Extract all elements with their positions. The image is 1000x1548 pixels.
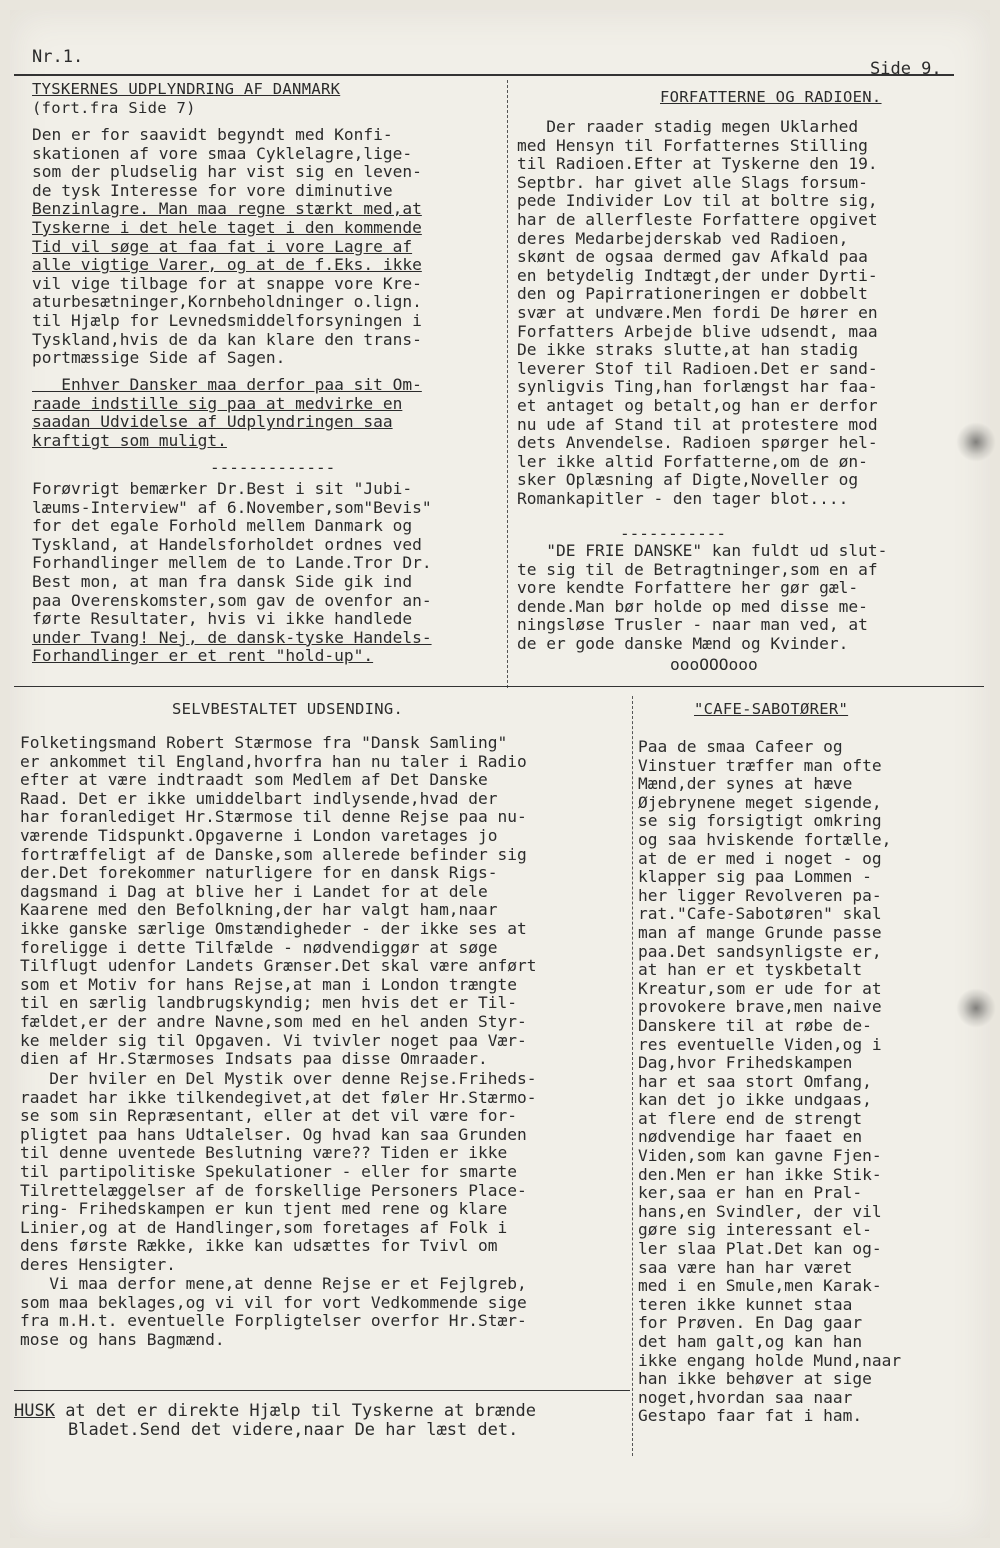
text-line: er ankommet til England,hvorfra han nu taler i Radio (20, 751, 527, 771)
cafe-title: "CAFE-SABOTØRER" (694, 700, 849, 718)
text-line: Kreatur,som er ude for at (638, 978, 882, 998)
radio-separator: ----------- (620, 524, 726, 543)
text-line: med Hensyn til Forfatternes Stilling (517, 135, 868, 155)
bottom-column-divider (632, 696, 633, 1456)
text-line: Romankapitler - den tager blot.... (517, 488, 849, 508)
text-line: til en særlig landbrugskyndig; men hvis det er Til- (20, 993, 518, 1013)
text-line: Folketingsmand Robert Stærmose fra "Dansk Samling" (20, 733, 508, 752)
text-line: noget,hvordan saa naar (638, 1387, 853, 1407)
text-line: Best mon, at man fra dansk Side gik ind (32, 571, 413, 591)
text-line: fældet,er der andre Navne,som med en hel anden Styr- (20, 1011, 527, 1031)
radio-title: FORFATTERNE OG RADIOEN. (660, 88, 882, 106)
text-line: dens første Række, ikke kan udsættes for Tvivl om (20, 1236, 498, 1256)
text-line: hans,en Svindler, der vil (638, 1201, 882, 1221)
text-line: der.Det forekommer naturligere for en dansk Rigs- (20, 863, 498, 883)
text-line: Paa de smaa Cafeer og (638, 737, 843, 756)
text-line: den.Men er han ikke Stik- (638, 1164, 882, 1184)
text-line: dets Anvendelse. Radioen spørger hel- (517, 433, 878, 453)
text-line: saa være han har været (638, 1257, 853, 1277)
text-line: Tyskland, at Handelsforholdet ordnes ved (32, 534, 422, 554)
plunder-para3 (32, 480, 432, 666)
text-line: Linier,og at de Handlinger,som foretages af Folk i (20, 1217, 508, 1237)
text-line: Vinstuer træffer man ofte (638, 755, 882, 775)
text-line: gøre sig interessant el- (638, 1220, 872, 1240)
text-line: alle vigtige Varer, og at de f.Eks. ikke (32, 255, 422, 275)
text-line: dagsmand i Dag at blive her i Landet for at dele (20, 881, 488, 901)
text-line: svær at undvære.Men fordi De hører en (517, 302, 878, 322)
newspaper-page (10, 10, 990, 1538)
text-line: under Tvang! Nej, de dansk-tyske Handels- (32, 627, 432, 647)
text-line: som maa beklages,og vi vil for vort Vedkommende sige (20, 1292, 527, 1312)
text-line: raade indstille sig paa at medvirke en (32, 393, 403, 413)
page-number: Side 9. (870, 59, 942, 79)
text-line: paa Overenskomster,som gav de ovenfor an- (32, 590, 432, 610)
text-line: værende Tidspunkt.Opgaverne i London varetages jo (20, 825, 498, 845)
self-para1 (20, 734, 537, 1069)
text-line: Forhandlinger mellem de to Lande.Tror Dr. (32, 553, 432, 573)
text-line: ker,saa er han en Pral- (638, 1183, 863, 1203)
text-line: for Prøven. En Dag gaar (638, 1313, 863, 1333)
radio-end-mark: oooOOOooo (670, 655, 758, 674)
text-line: de tysk Interesse for vore diminutive (32, 180, 393, 200)
text-line: ikke ganske særlige Omstændigheder - der ikke ses at (20, 918, 527, 938)
text-line: Tid vil søge at faa fat i vore Lagre af (32, 236, 413, 256)
text-line: synligvis Ting,han forlængst har faa- (517, 377, 878, 397)
text-line: Septbr. har givet alle Slags forsum- (517, 172, 868, 192)
text-line: læums-Interview" af 6.November,som"Bevis" (32, 497, 432, 517)
text-line: paa.Det sandsynligste er, (638, 941, 882, 961)
text-line: Tyskerne i det hele taget i den kommende (32, 217, 422, 237)
text-line: at de er med i noget - og (638, 848, 882, 868)
text-line: Tyskland,hvis de da kan klare den trans- (32, 329, 422, 349)
text-line: teren ikke kunnet staa (638, 1294, 853, 1314)
text-line: den og Papirrationeringen er dobbelt (517, 284, 868, 304)
text-line: har de allerfleste Forfattere opgivet (517, 209, 878, 229)
text-line: mose og hans Bagmænd. (20, 1329, 225, 1349)
text-line: efter at være indtraadt som Medlem af Det Danske (20, 770, 488, 790)
text-line: til partipolitiske Spekulationer - eller for smarte (20, 1161, 518, 1181)
text-line: at han er et tyskbetalt (638, 960, 863, 980)
text-line: deres Hensigter. (20, 1254, 176, 1274)
text-line: Dag,hvor Frihedskampen (638, 1053, 853, 1073)
text-line: Enhver Dansker maa derfor paa sit Om- (32, 375, 422, 394)
text-line: Benzinlagre. Man maa regne stærkt med,at (32, 199, 422, 219)
plunder-separator: ------------- (210, 458, 336, 477)
text-line: sker Oplæsning af Digte,Noveller og (517, 470, 859, 490)
text-line: nødvendige har faaet en (638, 1127, 863, 1147)
text-line: vore kendte Forfattere her gør gæl- (517, 578, 859, 598)
text-line: kan det jo ikke undgaas, (638, 1090, 872, 1110)
self-para3 (20, 1275, 527, 1349)
text-line: De ikke straks slutte,at han stadig (517, 340, 859, 360)
text-line: vil vige tilbage for at snappe vore Kre- (32, 273, 422, 293)
text-line: ke melder sig til Opgaven. Vi tvivler noget paa Vær- (20, 1030, 527, 1050)
text-line: pligtet paa hans Udtalelser. Og hvad kan saa Grunden (20, 1124, 527, 1144)
text-line: Forøvrigt bemærker Dr.Best i sit "Jubi- (32, 479, 413, 498)
notice-lead: HUSK (14, 1401, 55, 1421)
text-line: te sig til de Betragtninger,som en af (517, 559, 878, 579)
text-line: Tilrettelæggelser af de forskellige Personers Place- (20, 1180, 527, 1200)
text-line: Forfatters Arbejde blive udsendt, maa (517, 321, 878, 341)
text-line: et antaget og betalt,og han er derfor (517, 395, 878, 415)
text-line: res eventuelle Viden,og i (638, 1034, 882, 1054)
text-line: Forhandlinger er et rent "hold-up". (32, 646, 374, 666)
text-line: som der pludselig har vist sig en leven- (32, 162, 422, 182)
plunder-continued: (fort.fra Side 7) (32, 99, 196, 117)
text-line: har et saa stort Omfang, (638, 1071, 872, 1091)
plunder-para1 (32, 126, 422, 368)
text-line: han ikke behøver at sige (638, 1369, 872, 1389)
radio-para1 (517, 118, 878, 508)
text-line: rat."Cafe-Sabotøren" skal (638, 904, 882, 924)
text-line: Vi maa derfor mene,at denne Rejse er et Fejlgreb, (20, 1274, 527, 1293)
text-line: Gestapo faar fat i ham. (638, 1406, 863, 1426)
text-line: har foranlediget Hr.Stærmose til denne Rejse paa nu- (20, 807, 527, 827)
middle-rule (14, 686, 984, 687)
text-line: til Hjælp for Levnedsmiddelforsyningen i (32, 310, 422, 330)
radio-para2 (517, 542, 887, 654)
text-line: fra m.H.t. eventuelle Forpligtelser overfor Hr.Stær- (20, 1311, 527, 1331)
text-line: raadet har ikke tilkendegivet,at det føler Hr.Stærmo- (20, 1087, 537, 1107)
cafe-body (638, 738, 901, 1426)
text-line: skationen af vore smaa Cyklelagre,lige- (32, 143, 413, 163)
text-line: Tilflugt udenfor Landets Grænser.Det skal være anført (20, 956, 537, 976)
text-line: nu ude af Stand til at protestere mod (517, 414, 878, 434)
text-line: ler slaa Plat.Det kan og- (638, 1239, 882, 1259)
text-line: for det egale Forhold mellem Danmark og (32, 516, 413, 536)
text-line: en betydelig Indtægt,der under Dyrti- (517, 265, 878, 285)
plunder-title: TYSKERNES UDPLYNDRING AF DANMARK (32, 80, 341, 98)
text-line: provokere brave,men naive (638, 997, 882, 1017)
text-line: Viden,som kan gavne Fjen- (638, 1146, 882, 1166)
text-line: at flere end de strengt (638, 1108, 863, 1128)
text-line: til Radioen.Efter at Tyskerne den 19. (517, 154, 878, 174)
text-line: Kaarene med den Befolkning,der har valgt ham,naar (20, 900, 498, 920)
notice-rule (14, 1390, 630, 1391)
text-line: deres Medarbejderskab ved Radioen, (517, 228, 849, 248)
header-rule (14, 74, 954, 76)
text-line: se som sin Repræsentant, eller at det vil være for- (20, 1106, 518, 1126)
text-line: Øjebrynene meget sigende, (638, 792, 882, 812)
text-line: de er gode danske Mænd og Kvinder. (517, 633, 849, 653)
text-line: Raad. Det er ikke umiddelbart indlysende,hvad der (20, 788, 498, 808)
top-column-divider (507, 80, 508, 688)
notice-line2: Bladet.Send det videre,naar De har læst det. (68, 1419, 519, 1440)
text-line: Den er for saavidt begyndt med Konfi- (32, 125, 393, 144)
self-title: SELVBESTALTET UDSENDING. (172, 700, 404, 718)
text-line: saadan Udvidelse af Udplyndringen saa (32, 412, 393, 432)
text-line: til denne uventede Beslutning være?? Tiden er ikke (20, 1143, 508, 1163)
text-line: pede Individer Lov til at boltre sig, (517, 191, 878, 211)
ink-blot (956, 988, 996, 1028)
text-line: førte Resultater, hvis vi ikke handlede (32, 609, 413, 629)
text-line: her ligger Revolveren pa- (638, 885, 882, 905)
text-line: aturbesætninger,Kornbeholdninger o.lign. (32, 292, 422, 312)
text-line: ikke engang holde Mund,naar (638, 1350, 902, 1370)
text-line: portmæssige Side af Sagen. (32, 348, 286, 368)
text-line: foreligge i dette Tilfælde - nødvendiggør at søge (20, 937, 498, 957)
ink-blot (956, 422, 996, 462)
text-line: Der raader stadig megen Uklarhed (517, 117, 859, 136)
text-line: ring- Frihedskampen er kun tjent med rene og klare (20, 1199, 508, 1219)
notice-line1: at det er direkte Hjælp til Tyskerne at brænde (54, 1401, 536, 1421)
text-line: ningsløse Trusler - naar man ved, at (517, 615, 868, 635)
self-para2 (20, 1070, 537, 1275)
text-line: "DE FRIE DANSKE" kan fuldt ud slut- (517, 541, 888, 560)
text-line: Der hviler en Del Mystik over denne Rejse.Friheds- (20, 1069, 537, 1088)
text-line: dende.Man bør holde op med disse me- (517, 596, 868, 616)
text-line: leverer Stof til Radioen.Det er sand- (517, 358, 878, 378)
notice-box (14, 1402, 536, 1439)
text-line: man af mange Grunde passe (638, 922, 882, 942)
text-line: klapper sig paa Lommen - (638, 867, 872, 887)
text-line: som et Motiv for hans Rejse,at man i London trængte (20, 974, 518, 994)
text-line: skønt de ogsaa dermed gav Afkald paa (517, 247, 868, 267)
text-line: se sig forsigtigt omkring (638, 811, 882, 831)
text-line: det ham galt,og kan han (638, 1332, 863, 1351)
text-line: Danskere til at røbe de- (638, 1015, 872, 1035)
text-line: fortræffeligt af de Danske,som allerede befinder sig (20, 844, 527, 864)
text-line: kraftigt som muligt. (32, 430, 227, 450)
text-line: ler ikke altid Forfatterne,om de øn- (517, 451, 868, 471)
text-line: dien af Hr.Stærmoses Indsats paa disse Omraader. (20, 1049, 488, 1069)
text-line: og saa hviskende fortælle, (638, 829, 892, 849)
plunder-para2 (32, 376, 422, 450)
issue-number: Nr.1. (32, 47, 84, 67)
text-line: med i en Smule,men Karak- (638, 1276, 882, 1296)
text-line: Mænd,der synes at hæve (638, 774, 853, 794)
